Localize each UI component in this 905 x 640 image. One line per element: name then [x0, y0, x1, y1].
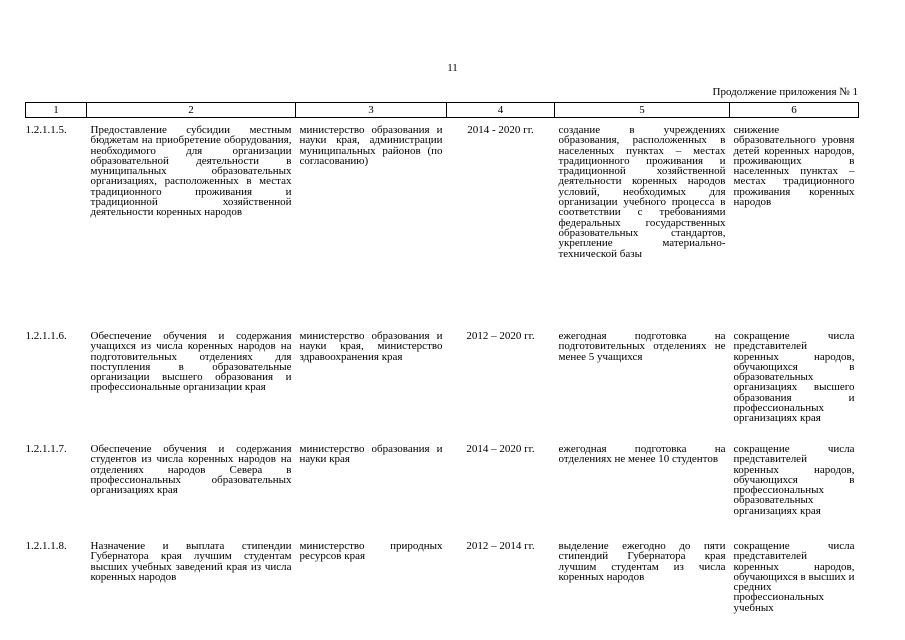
- row-measure: Предоставление субсидии местным бюджетам на приобретение оборудования, необходимого для организации образовательной деятельности в муниципальных образовательных организациях, расположенных в местах традиционного проживания и традиционной хозяйственной деятельности коренных народов: [90, 124, 292, 219]
- row-period: 2014 – 2020 гг.: [466, 443, 535, 455]
- table-row: [26, 534, 859, 631]
- row-measure: Обеспечение обучения и содержания учащихся из числа коренных народов на подготовительных отделениях для поступления в образовательные организации высшего образования и профессиональные организации края: [90, 330, 292, 394]
- row-measure: Обеспечение обучения и содержания студентов из числа коренных народов на отделениях народов Севера в профессиональных образовательных организациях края: [90, 443, 292, 497]
- table-row: [26, 437, 859, 534]
- row-executor: министерство образования и науки края, администрации муниципальных районов (по согласованию): [299, 124, 443, 167]
- appendix-continuation-label: Продолжение приложения № 1: [712, 86, 858, 98]
- row-period: 2012 – 2020 гг.: [466, 330, 535, 342]
- row-result: создание в учреждениях образования, расположенных в населенных пунктах – местах традиционного проживания и традиционной хозяйственной деятельности коренных народов условий, необходимых для организации учебного процесса в соответствии с требованиями федеральных государственных образовательных стандартов, укрепление материально-технической базы: [558, 124, 726, 260]
- table-header-row: [26, 103, 859, 118]
- column-number-6: 6: [730, 103, 859, 118]
- row-result: ежегодная подготовка на подготовительных отделениях не менее 5 учащихся: [558, 330, 726, 363]
- row-result: ежегодная подготовка на отделениях не менее 10 студентов: [558, 443, 726, 466]
- row-code: 1.2.1.1.8.: [25, 540, 67, 552]
- row-code: 1.2.1.1.7.: [25, 443, 67, 455]
- table-row: [26, 118, 859, 325]
- table-row: [26, 324, 859, 437]
- column-number-3: 3: [296, 103, 447, 118]
- row-outcome: снижение образовательного уровня детей коренных народов, проживающих в населенных пунктах – местах традиционного проживания коренных народов: [733, 124, 855, 209]
- row-result: выделение ежегодно до пяти стипендий Губернатора края лучшим студентам из числа коренных народов: [558, 540, 726, 583]
- row-executor: министерство образования и науки края: [299, 443, 443, 466]
- row-outcome: сокращение числа представителей коренных народов, обучающихся в высших и средних профессиональных учебных: [733, 540, 855, 614]
- column-number-5: 5: [555, 103, 730, 118]
- column-number-4: 4: [447, 103, 555, 118]
- row-code: 1.2.1.1.6.: [25, 330, 67, 342]
- row-period: 2012 – 2014 гг.: [466, 540, 535, 552]
- appendix-table: [25, 102, 859, 631]
- row-code: 1.2.1.1.5.: [25, 124, 67, 136]
- row-measure: Назначение и выплата стипендии Губернатора края лучшим студентам высших учебных заведений края из числа коренных народов: [90, 540, 292, 583]
- row-period: 2014 - 2020 гг.: [467, 124, 534, 136]
- row-executor: министерство образования и науки края, министерство здравоохранения края: [299, 330, 443, 363]
- row-executor: министерство природных ресурсов края: [299, 540, 443, 563]
- page-number: 11: [447, 62, 458, 74]
- row-outcome: сокращение числа представителей коренных народов, обучающихся в образовательных организациях высшего образования и профессиональных организациях края: [733, 330, 855, 425]
- row-outcome: сокращение числа представителей коренных народов, обучающихся в профессиональных образовательных организациях края: [733, 443, 855, 517]
- column-number-1: 1: [26, 103, 87, 118]
- column-number-2: 2: [87, 103, 296, 118]
